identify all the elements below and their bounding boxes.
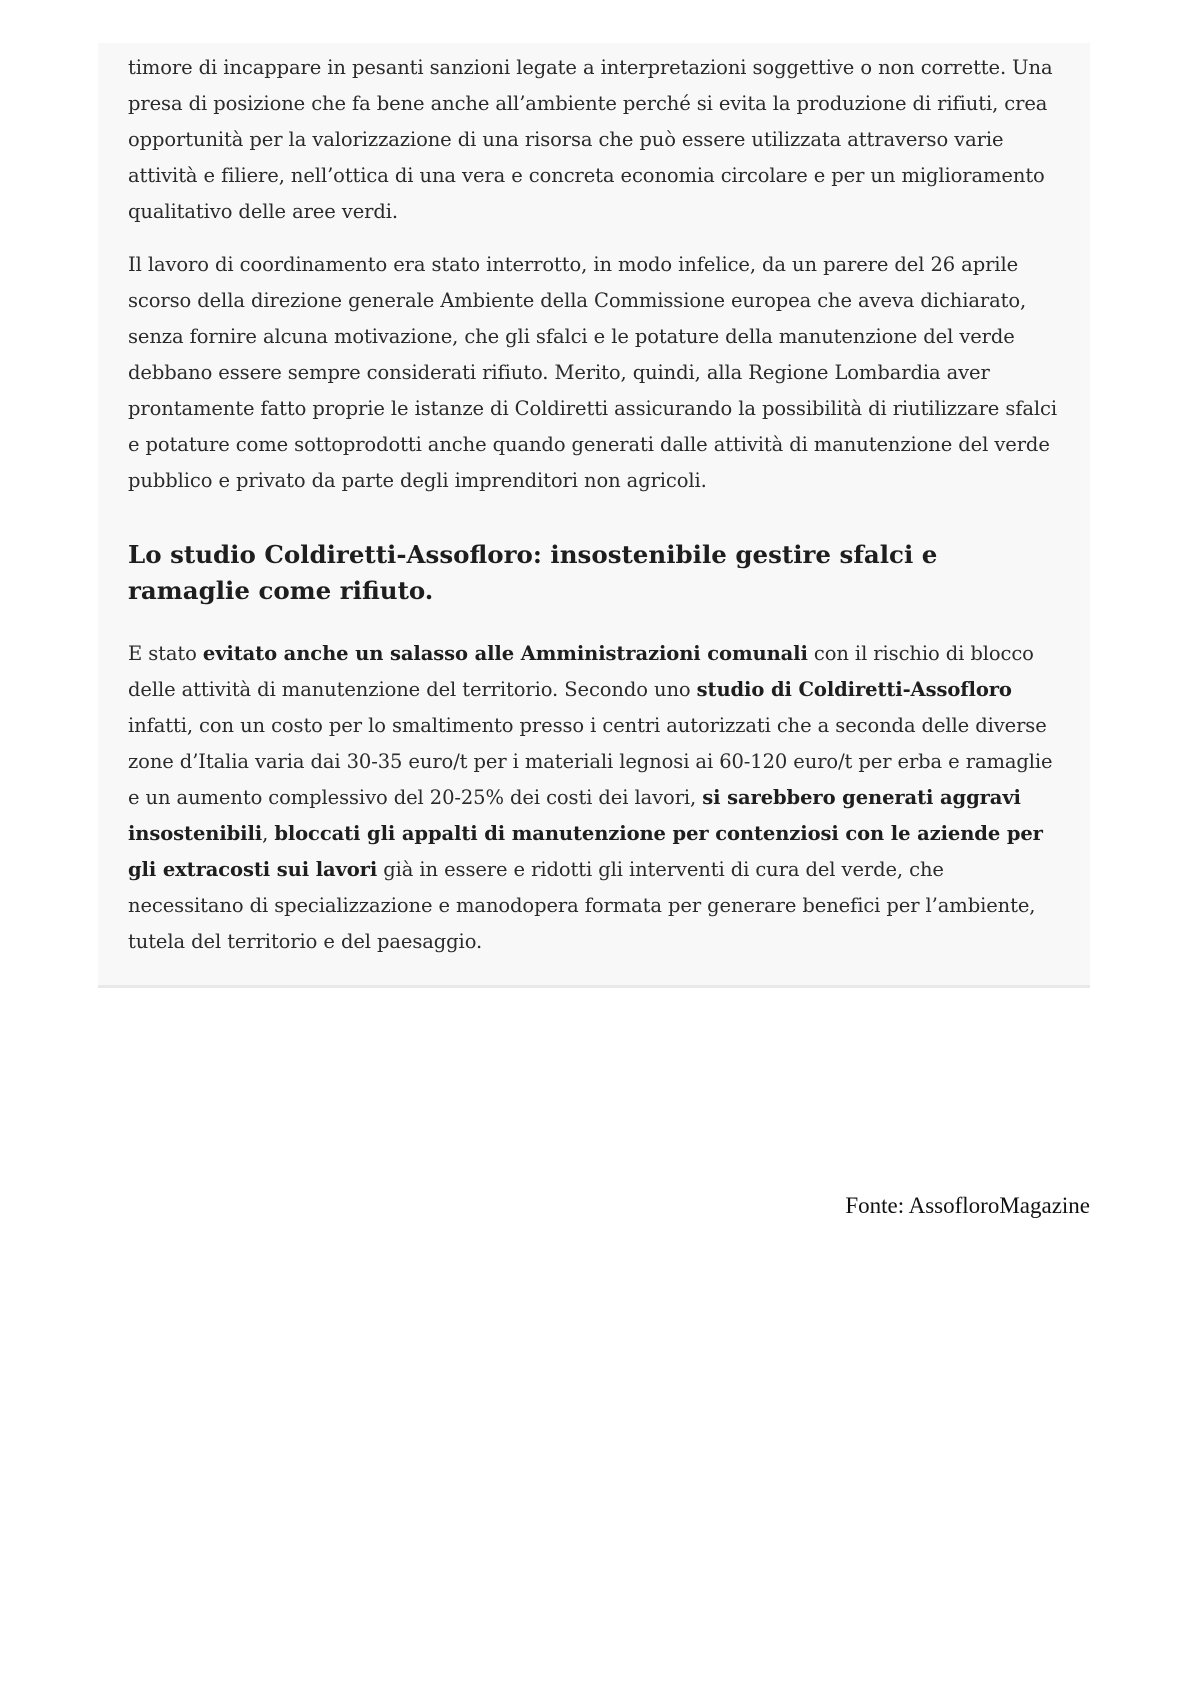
paragraph-3-text-5: già in essere e ridotti gli interventi di cura del verde, che necessitano di specializzazione e manodopera formata per generare benefici per l’ambiente, tutela del territorio e del paesaggio.: [128, 858, 1036, 953]
article-body: [98, 43, 1090, 988]
paragraph-3-text-4: ,: [262, 822, 275, 845]
paragraph-3-bold-2: studio di Coldiretti-Assofloro: [696, 678, 1012, 701]
paragraph-3-text-2: con il rischio di blocco delle attività di manutenzione del territorio. Secondo uno: [128, 642, 1034, 701]
paragraph-3-text-3: infatti, con un costo per lo smaltimento presso i centri autorizzati che a seconda delle diverse zone d’Italia varia dai 30-35 euro/t per i materiali legnosi ai 60-120 euro/t per erba e ramaglie e un aumento complessivo del 20-25% dei costi dei lavori,: [128, 714, 1053, 809]
section-heading: Lo studio Coldiretti-Assofloro: insostenibile gestire sfalci e ramaglie come rifiuto.: [128, 540, 938, 605]
source-credit: Fonte: AssofloroMagazine: [845, 1193, 1090, 1218]
paragraph-3-bold-4: bloccati gli appalti di manutenzione per contenziosi con le aziende per gli extracosti sui lavori: [128, 822, 1043, 881]
paragraph-2: Il lavoro di coordinamento era stato interrotto, in modo infelice, da un parere del 26 aprile scorso della direzione generale Ambiente della Commissione europea che aveva dichiarato, senza fornire alcuna motivazione, che gli sfalci e le potature della manutenzione del verde debbano essere sempre considerati rifiuto. Merito, quindi, alla Regione Lombardia aver prontamente fatto proprie le istanze di Coldiretti assicurando la possibilità di riutilizzare sfalci e potature come sottoprodotti anche quando generati dalle attività di manutenzione del verde pubblico e privato da parte degli imprenditori non agricoli.: [128, 253, 1057, 492]
paragraph-3-bold-3: si sarebbero generati aggravi insostenibili: [128, 786, 1021, 845]
paragraph-3-text-1: E stato: [128, 642, 203, 665]
paragraph-3-bold-1: evitato anche un salasso alle Amministrazioni comunali: [202, 642, 808, 665]
paragraph-1: timore di incappare in pesanti sanzioni legate a interpretazioni soggettive o non corrette. Una presa di posizione che fa bene anche all’ambiente perché si evita la produzione di rifiuti, crea opportunità per la valorizzazione di una risorsa che può essere utilizzata attraverso varie attività e filiere, nell’ottica di una vera e concreta economia circolare e per un miglioramento qualitativo delle aree verdi.: [128, 56, 1053, 223]
paragraph-3: [128, 636, 1062, 960]
